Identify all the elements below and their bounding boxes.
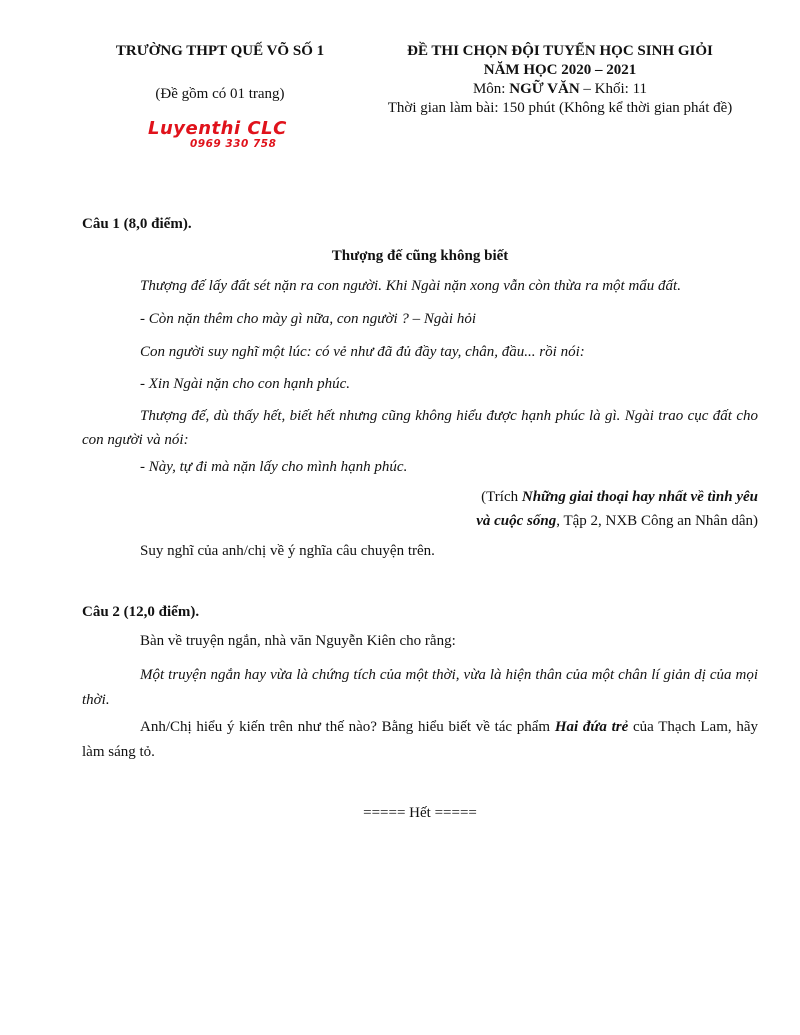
story-line-6: - Này, tự đi mà nặn lấy cho mình hạnh phúc. [140,459,408,475]
citation [82,485,758,533]
header-left [90,42,350,104]
prompt-suffix: của Thạch Lam, hãy làm sáng tỏ. [82,719,758,760]
question2-intro: Bàn về truyện ngắn, nhà văn Nguyễn Kiên cho rằng: [140,633,456,649]
story-line-4: - Xin Ngài nặn cho con hạnh phúc. [140,376,350,392]
subject-line [345,80,775,99]
story-line-1: Thượng đế lấy đất sét nặn ra con người. Khi Ngài nặn xong vẫn còn thừa ra một mẩu đất. [140,278,681,294]
story-line-3: Con người suy nghĩ một lúc: có vẻ như đã đủ đầy tay, chân, đầu... rồi nói: [140,344,585,360]
question1-label: Câu 1 (8,0 điểm). [82,216,192,232]
subject-name: NGỮ VĂN [509,81,580,97]
citation-prefix: (Trích [481,489,522,505]
page-note: (Đề gồm có 01 trang) [155,86,285,102]
grade: – Khối: 11 [579,81,648,97]
end-marker: ===== Hết ===== [363,805,477,821]
prompt-prefix: Anh/Chị hiểu ý kiến trên như thế nào? Bằng hiểu biết về tác phẩm [140,719,555,735]
story-title: Thượng đế cũng không biết [331,248,509,264]
citation-book-2: và cuộc sống [476,513,557,529]
question2-prompt [82,715,758,765]
story-line-2: - Còn nặn thêm cho mày gì nữa, con người ? – Ngài hỏi [140,311,477,327]
work-title: Hai đứa trẻ [554,719,629,735]
citation-suffix: , Tập 2, NXB Công an Nhân dân) [556,513,758,529]
question2-quote: Một truyện ngắn hay vừa là chứng tích của một thời, vừa là hiện thân của một chân lí giản dị của mọi thời. [82,667,758,708]
watermark-logo [148,120,298,150]
school-name: TRƯỜNG THPT QUẾ VÕ SỐ 1 [115,43,325,59]
school-year: NĂM HỌC 2020 – 2021 [483,62,637,78]
subject-prefix: Môn: [472,81,510,97]
exam-title: ĐỀ THI CHỌN ĐỘI TUYỂN HỌC SINH GIỎI [407,43,713,59]
question1-prompt: Suy nghĩ của anh/chị về ý nghĩa câu chuyện trên. [140,543,435,559]
logo-phone: 0969 330 758 [190,138,277,150]
story-line-5: Thượng đế, dù thấy hết, biết hết nhưng cũng không hiểu được hạnh phúc là gì. Ngài trao cục đất cho con người và nói: [82,408,758,448]
citation-book-1: Những giai thoại hay nhất về tình yêu [521,489,758,505]
exam-time: Thời gian làm bài: 150 phút (Không kể thời gian phát đề) [387,100,733,116]
logo-text: Luyenthi CLC [148,118,287,139]
header-right [345,42,775,118]
question2-label: Câu 2 (12,0 điểm). [82,604,200,620]
